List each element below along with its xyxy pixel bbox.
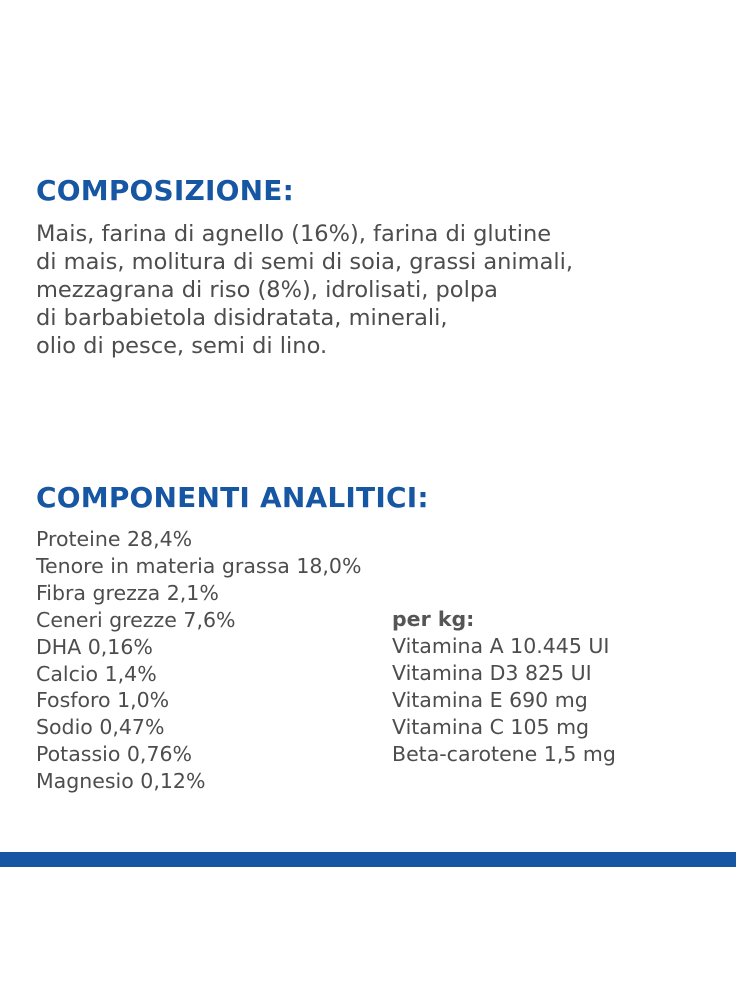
analytical-item: Potassio 0,76% (36, 742, 193, 767)
analytical-heading: COMPONENTI ANALITICI: (36, 481, 429, 514)
composition-heading: COMPOSIZIONE: (36, 174, 295, 207)
per-kg-label: per kg: (392, 607, 475, 631)
analytical-item: Fibra grezza 2,1% (36, 580, 219, 605)
analytical-item: Sodio 0,47% (36, 715, 165, 740)
vitamin-item: Vitamina D3 825 UI (392, 660, 592, 685)
analytical-item: Calcio 1,4% (36, 661, 157, 686)
composition-line: Mais, farina di agnello (16%), farina di glutine (36, 221, 552, 247)
composition-text (36, 220, 716, 360)
vitamin-item: Vitamina A 10.445 UI (392, 633, 610, 658)
analytical-item: Tenore in materia grassa 18,0% (36, 553, 362, 578)
vitamin-item: Vitamina C 105 mg (392, 714, 590, 739)
analytical-item: Fosforo 1,0% (36, 688, 170, 713)
bottom-accent-bar (0, 852, 736, 867)
analytical-item: DHA 0,16% (36, 634, 153, 659)
vitamin-item: Beta-carotene 1,5 mg (392, 741, 616, 766)
composition-line: di mais, molitura di semi di soia, grassi animali, (36, 249, 574, 275)
analytical-list (36, 526, 361, 795)
analytical-item: Ceneri grezze 7,6% (36, 607, 236, 632)
analytical-item: Proteine 28,4% (36, 527, 193, 551)
vitamins-list (392, 633, 616, 768)
vitamin-item: Vitamina E 690 mg (392, 687, 588, 712)
analytical-item: Magnesio 0,12% (36, 769, 206, 794)
composition-line: olio di pesce, semi di lino. (36, 333, 328, 359)
composition-line: di barbabietola disidratata, minerali, (36, 305, 448, 331)
composition-line: mezzagrana di riso (8%), idrolisati, polpa (36, 277, 498, 303)
vitamins-block (392, 606, 616, 767)
